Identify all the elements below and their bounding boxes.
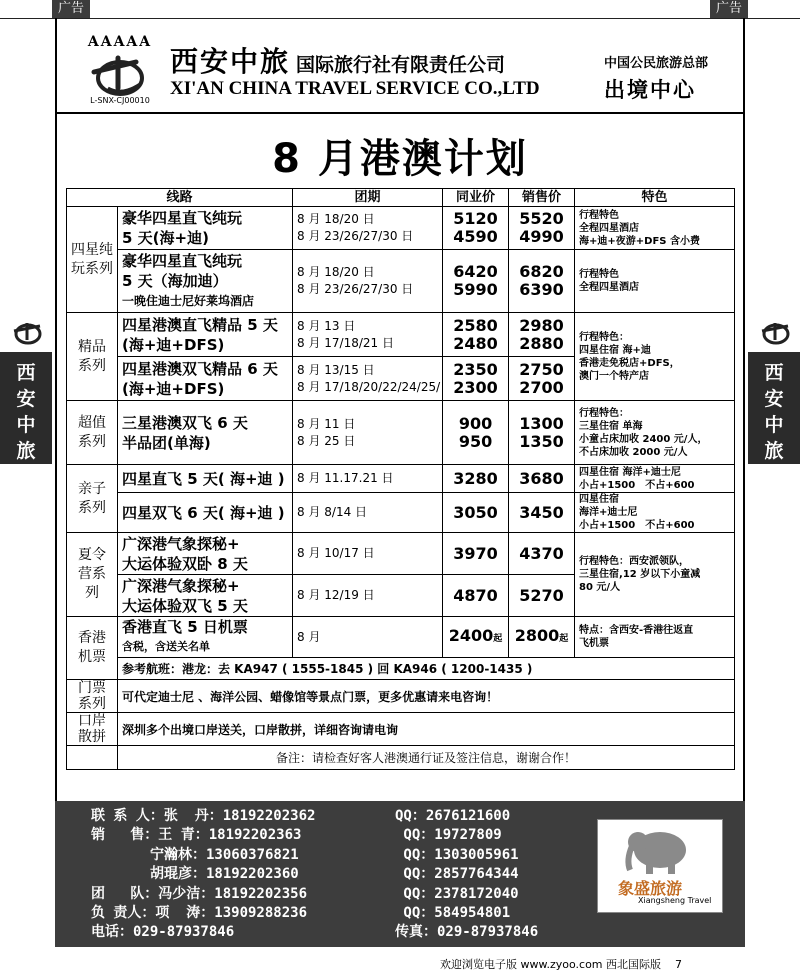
trade-price-cell: 900 950 <box>443 401 509 465</box>
table-row <box>67 207 735 250</box>
dates-cell: 8 月 18/20 日 8 月 23/26/27/30 日 <box>293 207 443 250</box>
sale-price-cell: 3680 <box>509 465 575 493</box>
bottom-bar <box>440 956 682 972</box>
category-cell: 夏令营系列 <box>67 533 118 617</box>
category-cell: 门票系列 <box>67 680 118 713</box>
dates-cell: 8 月 <box>293 617 443 658</box>
category-cell: 香港机票 <box>67 617 118 680</box>
feature-cell: 四星住宿 海洋+迪士尼 小占+1500 不占+600 <box>575 493 735 533</box>
route-cell: 四星港澳直飞精品 5 天 (海+迪+DFS) <box>118 313 293 357</box>
table-row <box>67 493 735 533</box>
feature-cell: 四星住宿 海洋+迪士尼 小占+1500 不占+600 <box>575 465 735 493</box>
dates-cell: 8 月 10/17 日 <box>293 533 443 575</box>
company-name-en: XI'AN CHINA TRAVEL SERVICE CO.,LTD <box>170 78 540 99</box>
category-cell: 超值系列 <box>67 401 118 465</box>
table-row <box>67 465 735 493</box>
category-cell: 口岸散拼 <box>67 713 118 746</box>
dept-line1: 中国公民旅游总部 <box>604 56 709 71</box>
feature-cell: 特点：含西安-香港往返直 飞机票 <box>575 617 735 658</box>
sale-price-cell: 5520 4990 <box>509 207 575 250</box>
port-info: 深圳多个出境口岸送关，口岸散拼，详细咨询请电询 <box>118 713 735 746</box>
dates-cell: 8 月 11 日 8 月 25 日 <box>293 401 443 465</box>
category-cell: 四星纯玩系列 <box>67 207 118 313</box>
sale-price-cell: 4370 <box>509 533 575 575</box>
ad-label-right: 广告 <box>710 0 748 18</box>
contact-list: 联 系 人：张 丹：18192202362 销 售：王 青：18192202363 宁瀚林：13060376821 胡琨彦：18192202360 团 队：冯少洁：18192202356 负 责人：项 涛：13909288236 电话：029-87937846 <box>91 808 316 941</box>
trade-price-cell: 2350 2300 <box>443 357 509 401</box>
feature-cell: 行程特色： 三星住宿 单海 小童占床加收 2400 元/人， 不占床加收 2000 元/人 <box>575 401 735 465</box>
trade-price-cell: 2580 2480 <box>443 313 509 357</box>
table-row <box>67 250 735 313</box>
sale-price-cell: 5270 <box>509 575 575 617</box>
ticket-info: 可代定迪士尼 、海洋公园、蜡像馆等景点门票，更多优惠请来电咨询！ <box>118 680 735 713</box>
company-name-cn <box>170 40 505 80</box>
side-label-left: 西安中旅 <box>0 352 52 464</box>
remark: 备注：请检查好客人港澳通行证及签注信息，谢谢合作！ <box>118 746 735 770</box>
side-label-right: 西安中旅 <box>748 352 800 464</box>
trade-price-cell: 4870 <box>443 575 509 617</box>
trade-price-cell: 6420 5990 <box>443 250 509 313</box>
route-cell: 三星港澳双飞 6 天 半品团(单海) <box>118 401 293 465</box>
side-emblem-icon <box>10 320 46 348</box>
dates-cell: 8 月 12/19 日 <box>293 575 443 617</box>
dates-cell: 8 月 13/15 日 8 月 17/18/20/22/24/25/ <box>293 357 443 401</box>
brand-name: 象盛旅游 <box>618 879 683 898</box>
elephant-icon <box>598 820 722 880</box>
table-header-row <box>67 189 735 207</box>
feature-cell: 行程特色： 四星住宿 海+迪 香港走免税店+DFS， 澳门一个特产店 <box>575 313 735 401</box>
feature-cell: 行程特色：西安派领队， 三星住宿,12 岁以下小童减 80 元/人 <box>575 533 735 617</box>
header-dates: 团期 <box>293 189 443 207</box>
table-row <box>67 617 735 658</box>
route-cell: 香港直飞 5 日机票 含税，含送关名单 <box>118 617 293 658</box>
category-cell: 亲子系列 <box>67 465 118 533</box>
tour-plan-table <box>66 188 735 770</box>
dates-cell: 8 月 8/14 日 <box>293 493 443 533</box>
page-title: 8 月港澳计划 <box>272 136 528 182</box>
page-number: 7 <box>675 958 683 971</box>
sale-price-cell: 3450 <box>509 493 575 533</box>
licence-number: L-SNX-CJ00010 <box>90 96 150 105</box>
sale-price-cell: 2980 2880 <box>509 313 575 357</box>
feature-cell: 行程特色 全程四星酒店 <box>575 250 735 313</box>
route-cell: 四星双飞 6 天( 海+迪 ) <box>118 493 293 533</box>
company-name-big: 西安中旅 <box>170 45 291 78</box>
flight-info: 参考航班：港龙：去 KA947 ( 1555-1845 ) 回 KA946 ( 1200-1435 ) <box>118 658 735 680</box>
header-trade-price: 同业价 <box>443 189 509 207</box>
route-cell: 豪华四星直飞纯玩 5 天(海+迪) <box>118 207 293 250</box>
trade-price-cell: 3970 <box>443 533 509 575</box>
bottom-text: 欢迎浏览电子版 www.zyoo.com 西北国际版 <box>440 958 662 971</box>
header-divider <box>55 112 745 114</box>
trade-price-cell: 3280 <box>443 465 509 493</box>
category-cell: 精品系列 <box>67 313 118 401</box>
route-cell: 四星港澳双飞精品 6 天 (海+迪+DFS) <box>118 357 293 401</box>
side-emblem-icon <box>758 320 794 348</box>
contact-footer <box>55 801 745 947</box>
table-row <box>67 401 735 465</box>
route-cell: 广深港气象探秘+ 大运体验双卧 8 天 <box>118 533 293 575</box>
qq-list: QQ：2676121600 QQ：19727809 QQ：1303005961 QQ：2857764344 QQ：2378172040 QQ：584954801 传真：029-87937846 <box>395 808 539 941</box>
table-row <box>67 533 735 575</box>
dates-cell: 8 月 13 日 8 月 17/18/21 日 <box>293 313 443 357</box>
route-cell: 广深港气象探秘+ 大运体验双飞 5 天 <box>118 575 293 617</box>
header-sale-price: 销售价 <box>509 189 575 207</box>
table-row <box>67 658 735 680</box>
sale-price-cell: 2800起 <box>509 617 575 658</box>
company-logo <box>78 34 162 110</box>
empty-cell <box>67 746 118 770</box>
route-cell: 豪华四星直飞纯玩 5 天（海加迪） 一晚住迪士尼好莱坞酒店 <box>118 250 293 313</box>
brand-logo <box>597 819 723 913</box>
table-row <box>67 680 735 713</box>
sale-price-cell: 2750 2700 <box>509 357 575 401</box>
route-cell: 四星直飞 5 天( 海+迪 ) <box>118 465 293 493</box>
dates-cell: 8 月 11.17.21 日 <box>293 465 443 493</box>
sale-price-cell: 1300 1350 <box>509 401 575 465</box>
table-row <box>67 746 735 770</box>
trade-price-cell: 3050 <box>443 493 509 533</box>
dept-line2: 出境中心 <box>604 78 696 102</box>
sale-price-cell: 6820 6390 <box>509 250 575 313</box>
header-route: 线路 <box>67 189 293 207</box>
trade-price-cell: 5120 4590 <box>443 207 509 250</box>
table-row <box>67 713 735 746</box>
feature-cell: 行程特色 全程四星酒店 海+迪+夜游+DFS 含小费 <box>575 207 735 250</box>
brand-name-en: Xiangsheng Travel <box>638 896 712 905</box>
dates-cell: 8 月 18/20 日 8 月 23/26/27/30 日 <box>293 250 443 313</box>
ad-label-left: 广告 <box>52 0 90 18</box>
header-feature: 特色 <box>575 189 735 207</box>
trade-price-cell: 2400起 <box>443 617 509 658</box>
rating-stars: AAAAA <box>87 34 153 50</box>
company-name-small: 国际旅行社有限责任公司 <box>296 54 506 76</box>
table-row <box>67 313 735 357</box>
